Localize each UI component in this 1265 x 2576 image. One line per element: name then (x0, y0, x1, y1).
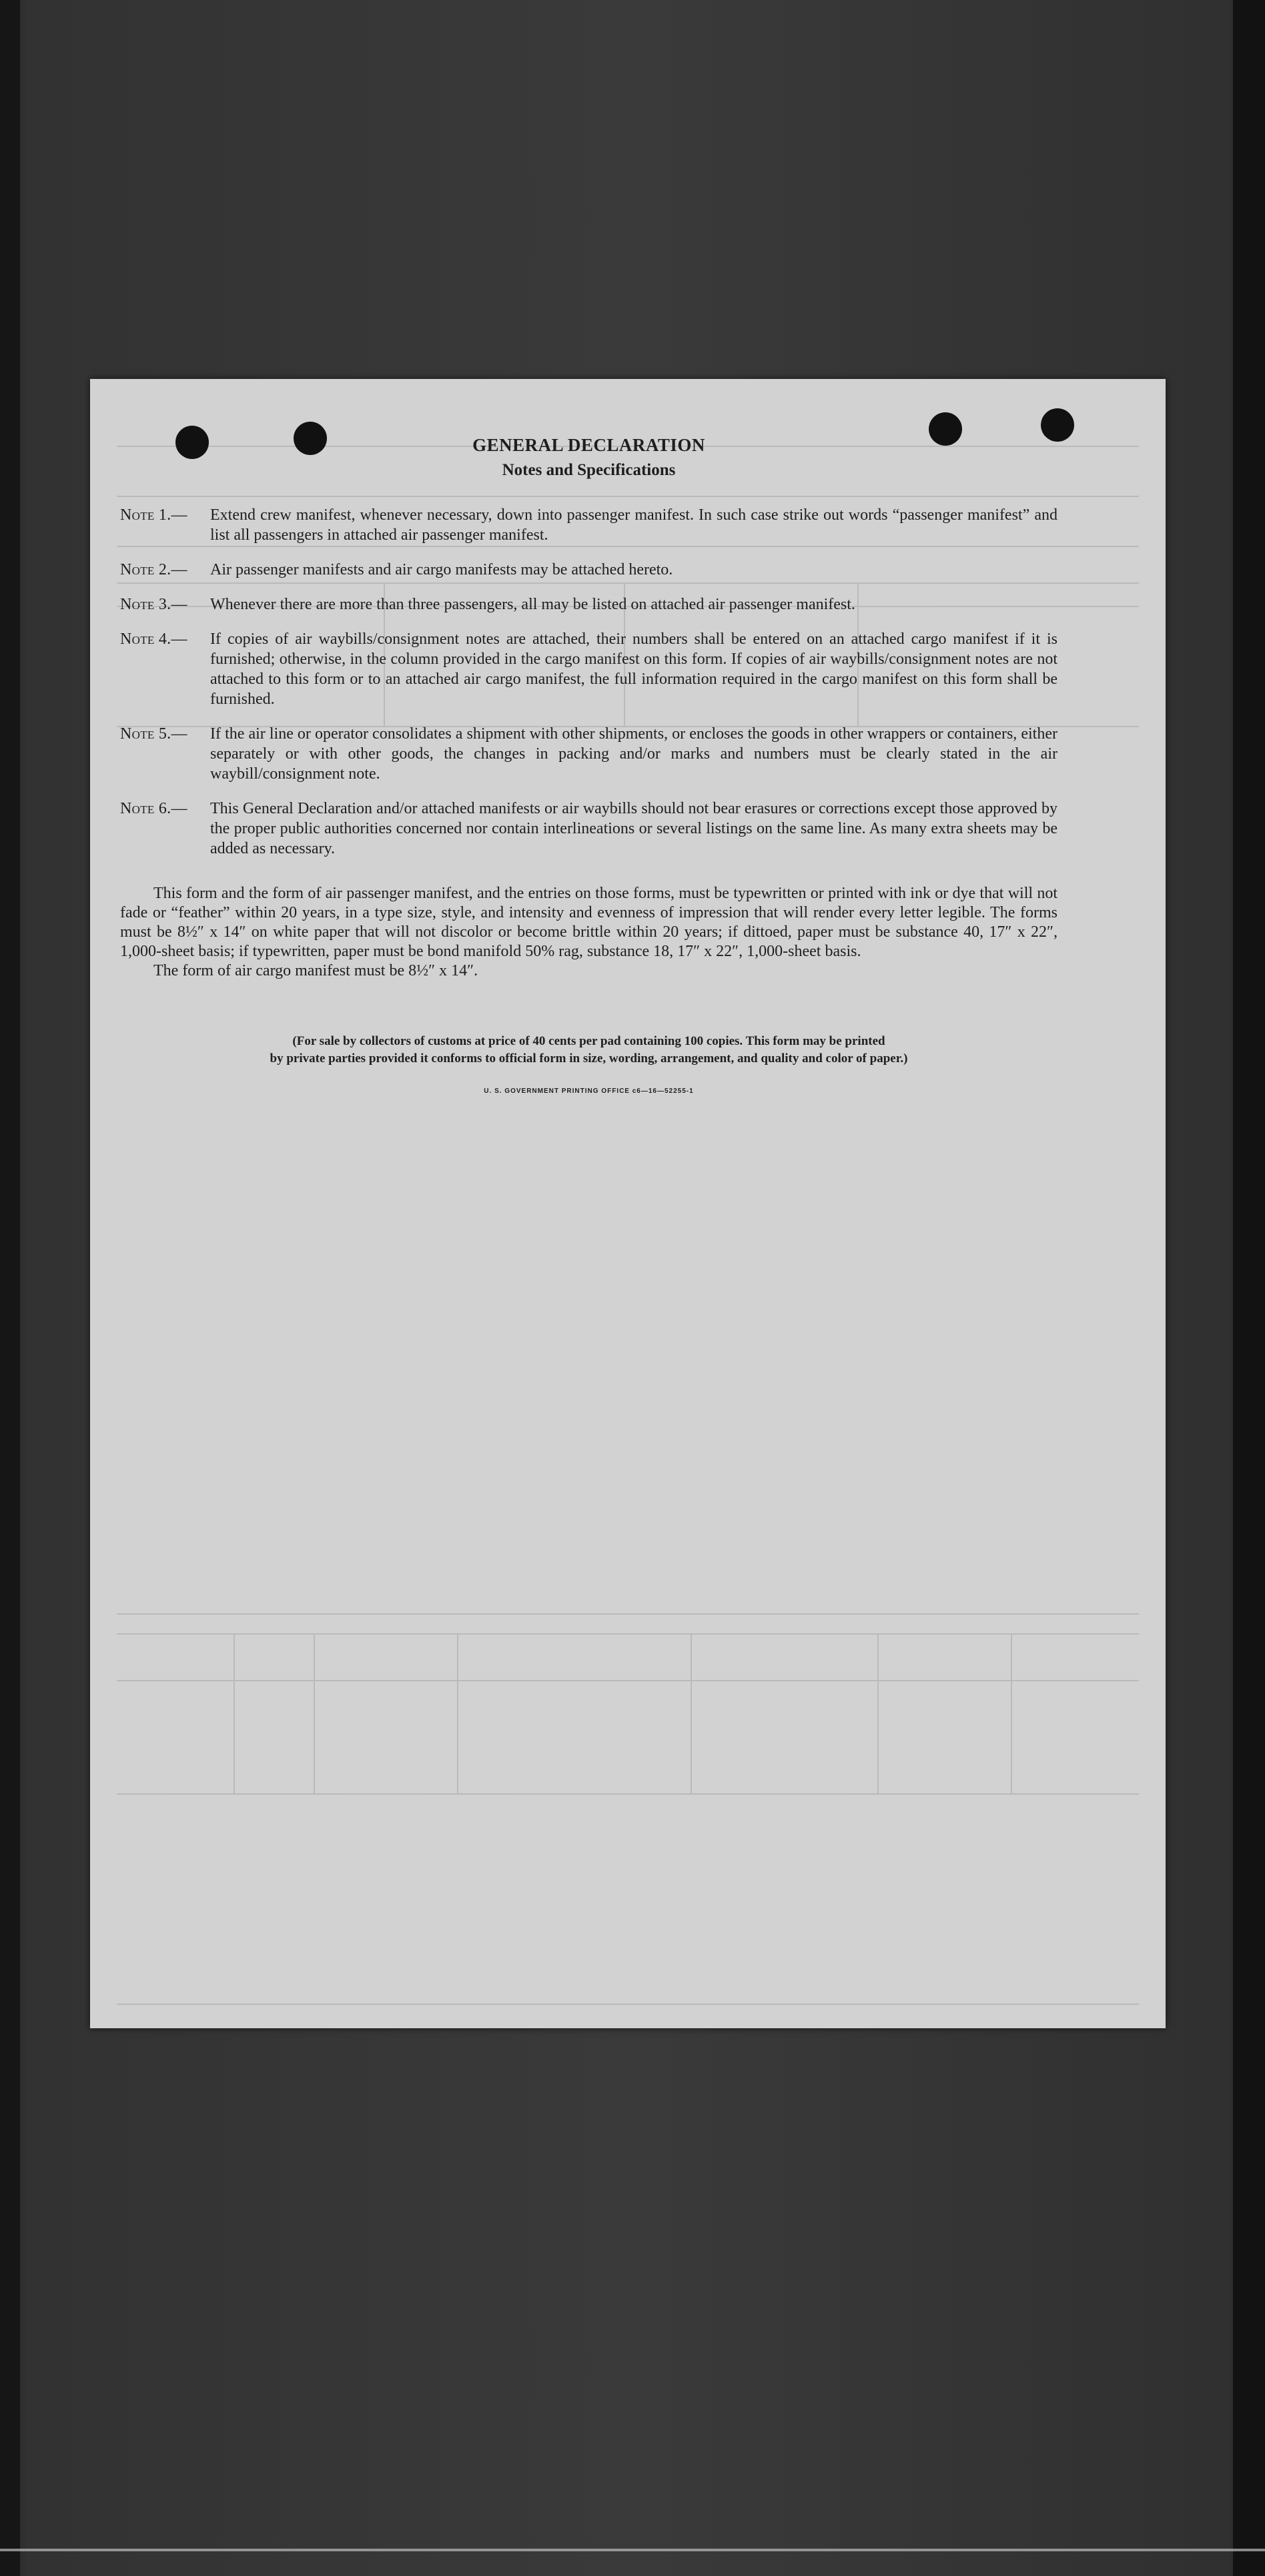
note-1 (120, 505, 1058, 545)
note-6 (120, 799, 1058, 859)
specification-paragraph (120, 884, 1058, 961)
film-line (0, 2549, 1265, 2551)
note-label: Note 2.— (120, 561, 187, 578)
sale-notice-line-2: by private parties provided it conforms to official form in size, wording, arrangement, and quality and color of paper.) (270, 1051, 908, 1065)
film-edge-right (1233, 0, 1265, 2576)
note-3 (120, 594, 1058, 614)
cargo-manifest-size: The form of air cargo manifest must be 8½″ x 14″. (153, 962, 478, 979)
page-title: GENERAL DECLARATION (472, 435, 705, 455)
specification-text: This form and the form of air passenger manifest, and the entries on those forms, must be typewritten or printed with ink or dye that will not fade or “feather” within 20 years, in a type size, style, and intensity and evenness of impression that will render every letter legible. The forms must be 8½″ x 14″ on white paper that will not discolor or become brittle within 20 years; if dittoed, paper must be substance 40, 17″ x 22″, 1,000-sheet basis; if typewritten, paper must be bond manifold 50% rag, substance 18, 17″ x 22″, 1,000-sheet basis. (120, 885, 1058, 960)
note-label: Note 4.— (120, 630, 187, 648)
note-label: Note 3.— (120, 596, 187, 613)
note-text: Whenever there are more than three passengers, all may be listed on attached air passenger manifest. (210, 596, 855, 613)
notes-section (120, 435, 1058, 1095)
note-text: If the air line or operator consolidates a shipment with other shipments, or encloses the goods in other wrappers or containers, either separately or with other goods, the changes in packing and/or marks and numbers must be clearly stated in the air waybill/consignment note. (210, 725, 1058, 783)
note-text: This General Declaration and/or attached manifests or air waybills should not bear erasures or corrections except those approved by the proper public authorities concerned nor contain interlineations or several listings on the same line. As many extra sheets may be added as necessary. (210, 800, 1058, 857)
note-label: Note 5.— (120, 725, 187, 743)
sale-notice (120, 1033, 1058, 1067)
note-2 (120, 560, 1058, 580)
page-subtitle: Notes and Specifications (502, 461, 676, 479)
note-text: Air passenger manifests and air cargo manifests may be attached hereto. (210, 561, 673, 578)
film-edge-left (0, 0, 20, 2576)
note-5 (120, 724, 1058, 784)
printing-office-imprint: U. S. GOVERNMENT PRINTING OFFICE c6—16—52255-1 (484, 1088, 694, 1095)
note-label: Note 6.— (120, 800, 187, 817)
note-4 (120, 629, 1058, 709)
note-label: Note 1.— (120, 506, 187, 524)
note-text: If copies of air waybills/consignment notes are attached, their numbers shall be entered on an attached cargo manifest if it is furnished; otherwise, in the column provided in the cargo manifest on this form. If copies of air waybills/consignment notes are not attached to this form or to an attached air cargo manifest, the full information required in the cargo manifest on this form shall be furnished. (210, 630, 1058, 708)
note-text: Extend crew manifest, whenever necessary, down into passenger manifest. In such case strike out words “passenger manifest” and list all passengers in attached air passenger manifest. (210, 506, 1058, 544)
sale-notice-line-1: (For sale by collectors of customs at price of 40 cents per pad containing 100 copies. This form may be printed (292, 1034, 885, 1048)
